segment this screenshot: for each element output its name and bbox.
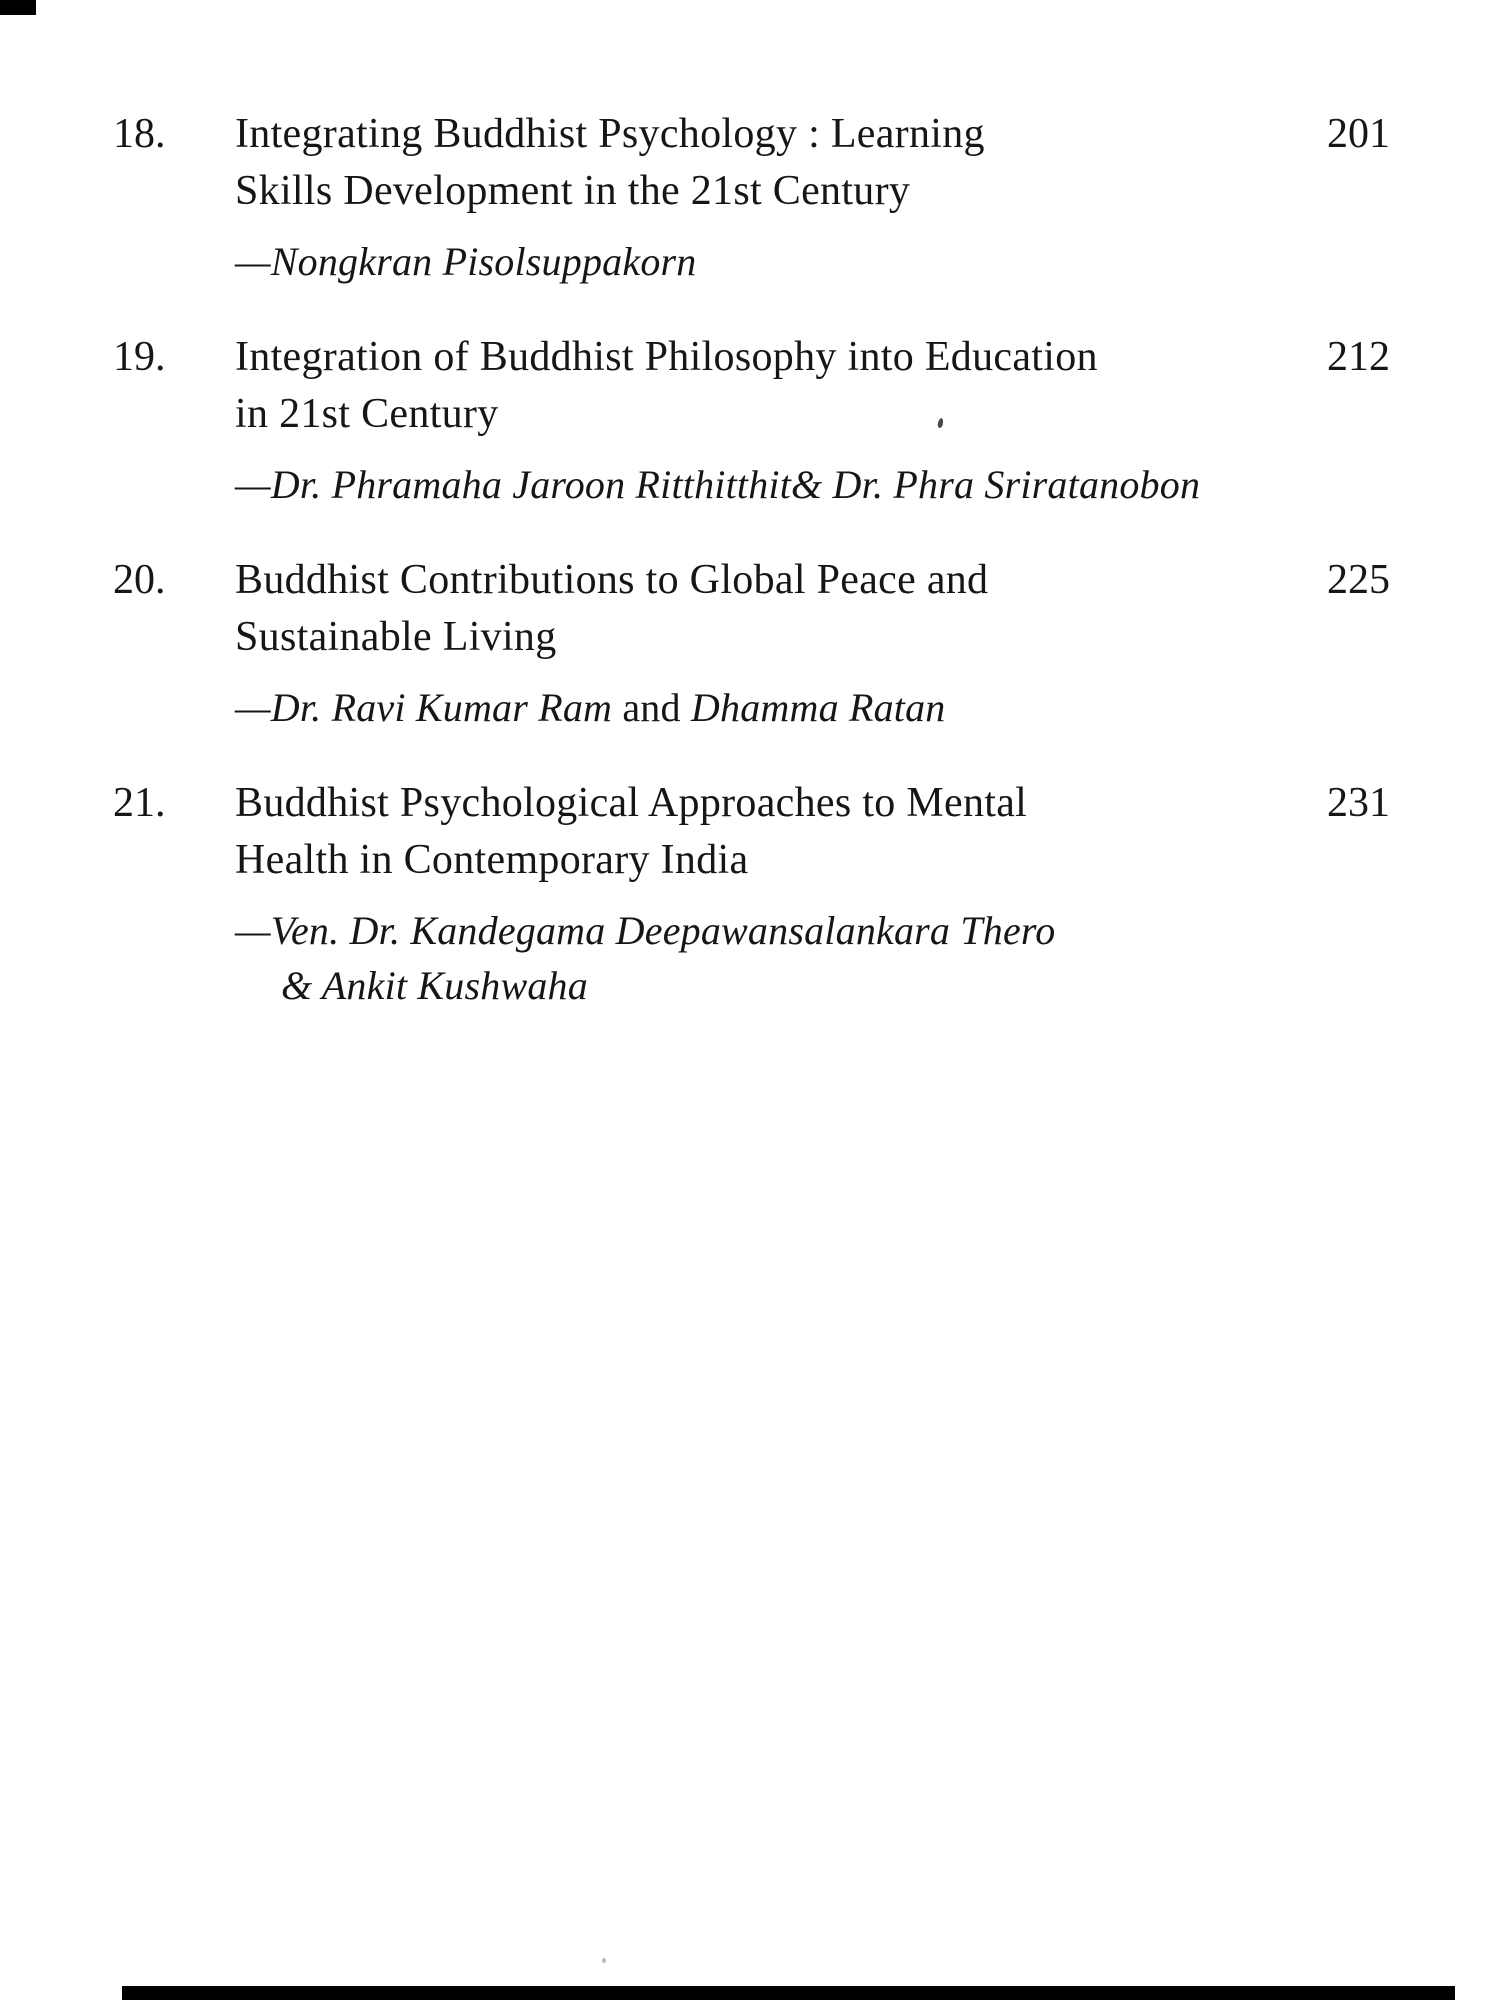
entry-author: —Nongkran Pisolsuppakorn [235,239,697,284]
toc-entry-19 [113,329,1390,552]
entry-title-line-1: Integration of Buddhist Philosophy into Education [235,334,1098,380]
entry-title-block [235,106,1295,329]
entry-number: 19. [113,334,166,380]
entry-page-number: 231 [1327,780,1390,826]
entry-number: 18. [113,111,166,157]
entry-title-line-2: in 21st Century [235,391,499,437]
entry-page-number: 201 [1327,111,1390,157]
entry-page-number: 225 [1327,557,1390,603]
entry-author-names: Dhamma Ratan [680,685,946,730]
entry-title-block [235,775,1295,1053]
entry-author [235,680,1295,735]
entry-page-number: 212 [1327,334,1390,380]
entry-title-line-2: Health in Contemporary India [235,837,749,883]
entry-author-line-2: & Ankit Kushwaha [281,963,588,1008]
entry-number: 21. [113,780,166,826]
entry-number: 20. [113,557,166,603]
entry-author-names: —Dr. Ravi Kumar Ram [235,685,623,730]
entry-author-line-1: —Ven. Dr. Kandegama Deepawansalankara Thero [235,908,1056,953]
toc-entry-21 [113,775,1390,1053]
entry-title-line-1: Integrating Buddhist Psychology : Learning [235,111,985,157]
entry-title-line-2: Sustainable Living [235,614,557,660]
entry-author: —Dr. Phramaha Jaroon Ritthitthit& Dr. Phra Sriratanobon [235,462,1201,507]
entry-title-block [235,552,1295,775]
entry-author [235,903,1295,1013]
entry-title-line-1: Buddhist Psychological Approaches to Mental [235,780,1028,826]
toc-entry-row [113,106,1390,329]
toc-entry-row [113,329,1390,552]
toc-entry-20 [113,552,1390,775]
entry-title-line-2: Skills Development in the 21st Century [235,168,911,214]
toc-list [113,106,1390,1053]
entry-title-line-1: Buddhist Contributions to Global Peace and [235,557,989,603]
toc-entry-row [113,552,1390,775]
scan-artifact-bottom-bar [122,1986,1455,2000]
ink-speck [602,1958,606,1963]
entry-title-block [235,329,1295,552]
entry-author-conjunction: and [622,685,681,730]
toc-entry-row [113,775,1390,1053]
toc-entry-18 [113,106,1390,329]
scan-artifact-top-left [0,0,36,15]
